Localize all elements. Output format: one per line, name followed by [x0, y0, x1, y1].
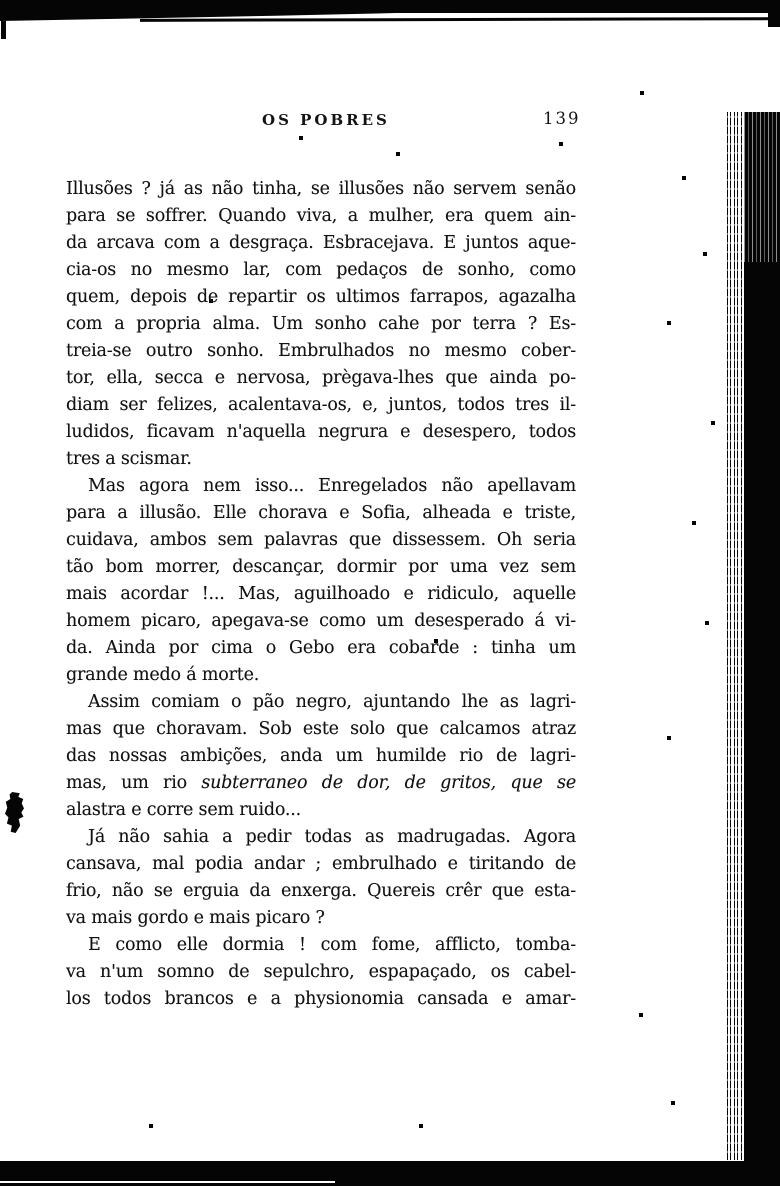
text-line: [66, 959, 576, 986]
text-line: [66, 797, 576, 824]
text-line: [66, 608, 576, 635]
text-line: [66, 635, 576, 662]
scan-right-gutter-band: [744, 112, 780, 1186]
text-segment: cansava, mal podia andar ; embrulhado e tiritando de: [66, 854, 576, 874]
text-line: [66, 770, 576, 797]
scan-left-tick-artifact: [1, 21, 6, 39]
text-line: [66, 419, 576, 446]
text-segment: da. Ainda por cima o Gebo era cobarde : tinha um: [66, 638, 576, 658]
text-line: [66, 689, 576, 716]
text-line: [66, 176, 576, 203]
text-segment: diam ser felizes, acalentava-os, e, juntos, todos tres il-: [66, 395, 576, 415]
text-line: [66, 257, 576, 284]
text-line: [66, 878, 576, 905]
text-segment: quem, depois de repartir os ultimos farrapos, agazalha: [66, 287, 576, 307]
text-segment: mais acordar !... Mas, aguilhoado e ridiculo, aquelle: [66, 584, 576, 604]
text-segment: tão bom morrer, descançar, dormir por uma vez sem: [66, 557, 576, 577]
text-segment: cia-os no mesmo lar, com pedaços de sonho, como: [66, 260, 576, 280]
text-line: [66, 284, 576, 311]
text-segment: grande medo á morte.: [66, 665, 260, 685]
text-line: [66, 203, 576, 230]
ink-blot-mark: [5, 792, 24, 833]
text-segment: Mas agora nem isso... Enregelados não apellavam: [88, 476, 576, 496]
text-segment: E como elle dormia ! com fome, afflicto, tomba-: [88, 935, 576, 955]
text-segment: tor, ella, secca e nervosa, prègava-lhes que ainda po-: [66, 368, 576, 388]
scan-top-corner-artifact: [768, 0, 780, 27]
text-segment: alastra e corre sem ruido...: [66, 800, 301, 820]
text-segment: los todos brancos e a physionomia cansada e amar-: [66, 989, 576, 1009]
text-segment: treia-se outro sonho. Embrulhados no mesmo cober-: [66, 341, 576, 361]
scan-bottom-sliver: [0, 1181, 335, 1183]
text-line: [66, 824, 576, 851]
scan-top-rule-artifact: [140, 17, 780, 22]
body-text: [66, 176, 576, 1013]
text-segment: frio, não se erguia da enxerga. Quereis crêr que esta-: [66, 881, 576, 901]
scan-noise-speckles: [0, 0, 2, 2]
text-line: [66, 392, 576, 419]
text-segment: da arcava com a desgraça. Esbracejava. E juntos aque-: [66, 233, 576, 253]
text-segment: Já não sahia a pedir todas as madrugadas. Agora: [88, 827, 576, 847]
text-line: [66, 581, 576, 608]
scan-right-gutter-fade: [744, 112, 780, 262]
text-segment: ludidos, ficavam n'aquella negrura e desespero, todos: [66, 422, 576, 442]
text-line: [66, 986, 576, 1013]
text-segment: tres a scismar.: [66, 449, 192, 469]
text-segment: va n'um somno de sepulchro, espapaçado, os cabel-: [66, 962, 576, 982]
text-segment: Illusões ? já as não tinha, se illusões não servem senão: [66, 179, 576, 199]
text-segment: para a illusão. Elle chorava e Sofia, alheada e triste,: [66, 503, 576, 523]
text-line: [66, 500, 576, 527]
text-segment: com a propria alma. Um sonho cahe por terra ? Es-: [66, 314, 576, 334]
text-segment: para se soffrer. Quando viva, a mulher, era quem ain-: [66, 206, 576, 226]
text-line: [66, 338, 576, 365]
text-segment: homem picaro, apegava-se como um desesperado á vi-: [66, 611, 576, 631]
text-segment: mas, um rio: [66, 773, 202, 793]
running-head-title: OS POBRES: [262, 111, 390, 129]
text-line: [66, 365, 576, 392]
text-line: [66, 743, 576, 770]
text-line: [66, 554, 576, 581]
text-line: [66, 716, 576, 743]
text-line: [66, 851, 576, 878]
text-segment: das nossas ambições, anda um humilde rio de lagri-: [66, 746, 576, 766]
text-line: [66, 527, 576, 554]
text-line: [66, 662, 576, 689]
text-line: [66, 230, 576, 257]
text-line: [66, 473, 576, 500]
text-segment: mas que choravam. Sob este solo que calcamos atraz: [66, 719, 576, 739]
text-segment: Assim comiam o pão negro, ajuntando lhe as lagri-: [88, 692, 576, 712]
text-line: [66, 932, 576, 959]
text-line: [66, 905, 576, 932]
page-number: 139: [543, 109, 581, 128]
text-line: [66, 446, 576, 473]
text-segment: cuidava, ambos sem palavras que dissessem. Oh seria: [66, 530, 576, 550]
italic-text-segment: subterraneo de dor, de gritos, que se: [201, 773, 576, 793]
text-line: [66, 311, 576, 338]
text-segment: va mais gordo e mais picaro ?: [66, 908, 325, 928]
